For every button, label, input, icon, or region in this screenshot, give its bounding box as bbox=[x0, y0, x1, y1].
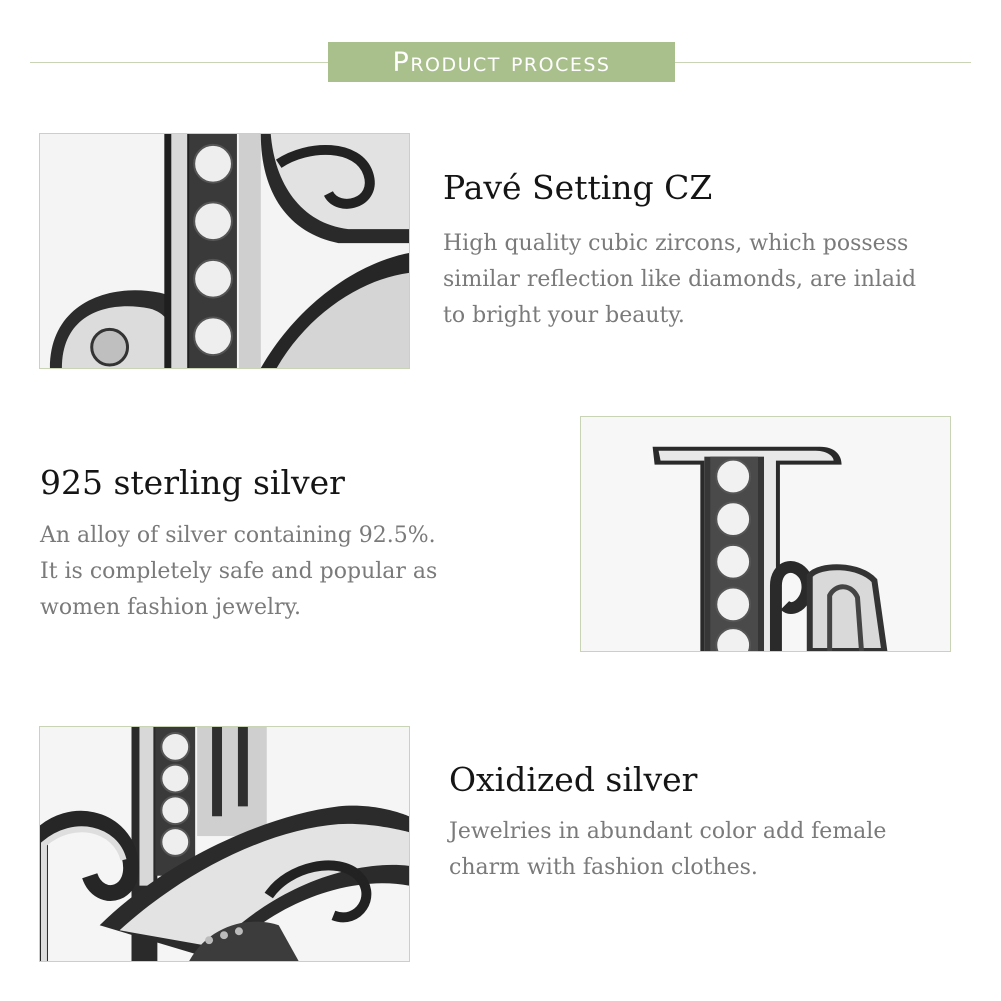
feature-body-oxidized bbox=[449, 814, 886, 886]
header-rule-left bbox=[30, 62, 328, 63]
photo-sterling-silver bbox=[580, 416, 951, 652]
feature-body-line: High quality cubic zircons, which possess bbox=[443, 231, 909, 256]
feature-body-line: An alloy of silver containing 92.5%. bbox=[40, 523, 436, 548]
feature-heading-silver: 925 sterling silver bbox=[40, 463, 345, 502]
feature-heading-pave: Pavé Setting CZ bbox=[443, 168, 713, 207]
photo-oxidized-silver bbox=[39, 726, 410, 962]
feature-body-line: similar reflection like diamonds, are inlaid bbox=[443, 267, 917, 292]
feature-body-line: women fashion jewelry. bbox=[40, 595, 302, 620]
feature-body-line: Jewelries in abundant color add female bbox=[449, 819, 887, 844]
feature-body-silver bbox=[40, 518, 437, 626]
feature-body-line: to bright your beauty. bbox=[443, 303, 685, 328]
photo-pave-setting bbox=[39, 133, 410, 369]
charm-closeup-icon bbox=[40, 134, 409, 368]
charm-swirl-icon bbox=[40, 727, 409, 961]
feature-body-line: It is completely safe and popular as bbox=[40, 559, 438, 584]
feature-body-line: charm with fashion clothes. bbox=[449, 855, 758, 880]
feature-heading-oxidized: Oxidized silver bbox=[449, 760, 698, 799]
section-banner: Product process bbox=[328, 42, 675, 82]
charm-letter-icon bbox=[581, 417, 950, 651]
feature-body-pave bbox=[443, 226, 916, 334]
header-rule-right bbox=[675, 62, 971, 63]
